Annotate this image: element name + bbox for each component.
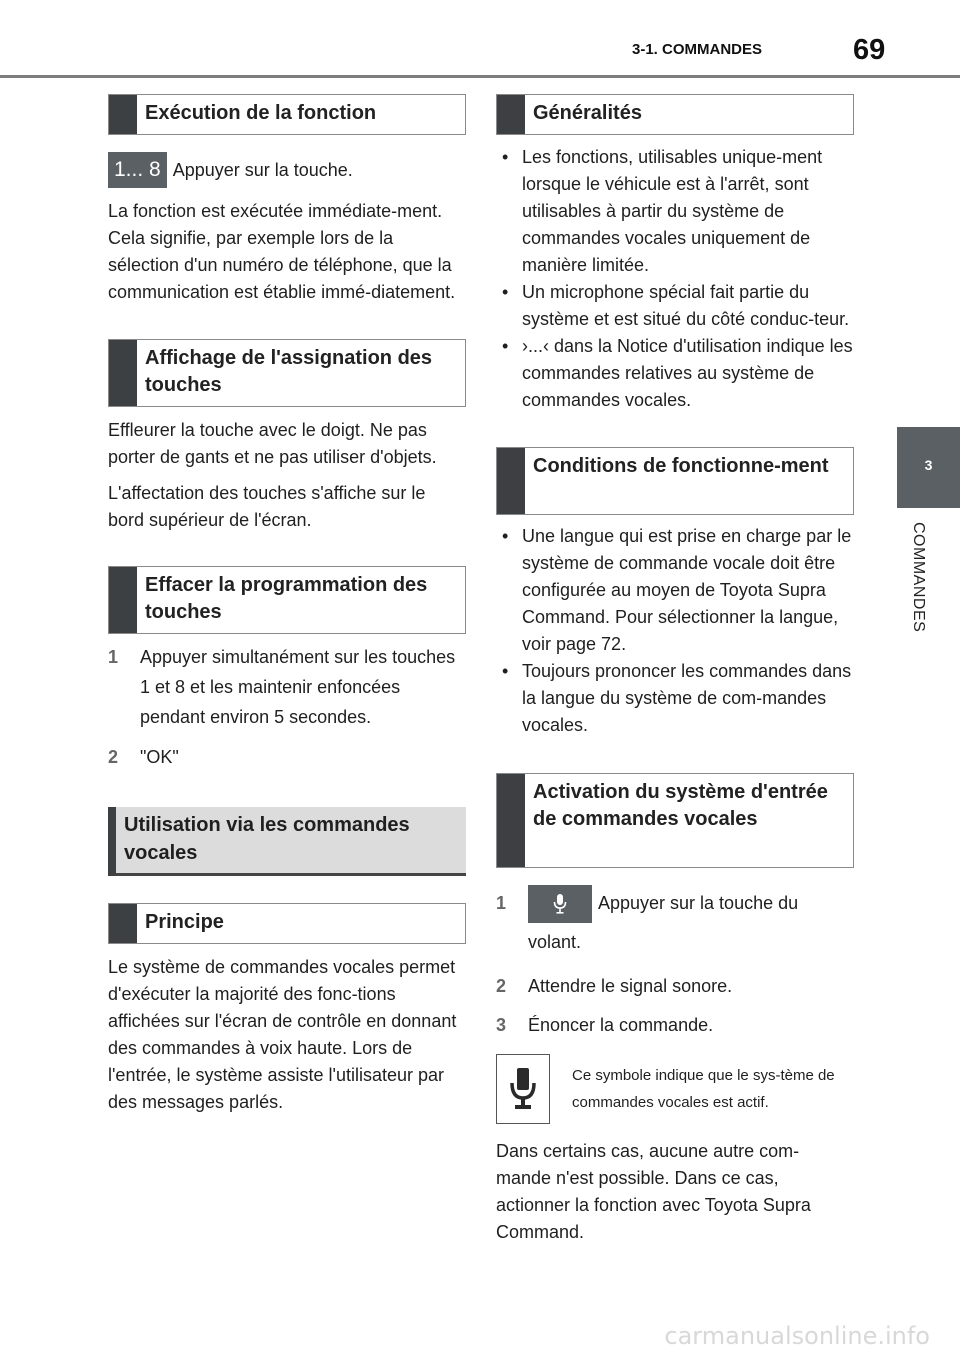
heading-bar [109, 904, 137, 943]
chapter-tab-number: 3 [924, 457, 933, 473]
microphone-icon [510, 1067, 536, 1111]
paragraph-end: Dans certains cas, aucune autre com-mande n'est possible. Dans ce cas, actionner la fonction avec Toyota Supra Command. [496, 1141, 811, 1243]
key-1-8-icon: 1... 8 [108, 152, 167, 188]
step-number: 2 [108, 747, 119, 767]
heading-bar [109, 567, 137, 633]
watermark: carmanualsonline.info [664, 1322, 930, 1350]
running-header-title: 3-1. COMMANDES [632, 41, 763, 58]
left-column [108, 94, 466, 1116]
steering-voice-button-icon [528, 885, 592, 923]
list-item: • Toujours prononcer les commandes dans la langue du système de com-mandes vocales. [496, 658, 854, 739]
step-item [496, 1010, 854, 1040]
heading-box-activation [496, 773, 854, 868]
heading-bar [497, 774, 525, 867]
heading-box-assignment [108, 339, 466, 407]
step-item [108, 642, 466, 732]
key-instruction-text: Appuyer sur la touche. [172, 159, 353, 180]
list-item: • Une langue qui est prise en charge par le système de commande vocale doit être configurée au moyen de Toyota Supra Command. Pour sélectionner la langue, voir page 72. [496, 523, 854, 658]
activation-steps [496, 884, 854, 1040]
heading-bar [109, 340, 137, 406]
list-item: • Les fonctions, utilisables unique-ment lorsque le véhicule est à l'arrêt, sont utilisables à partir du système de commandes vocales uniquement de manière limitée. [496, 144, 854, 279]
heading-bar [497, 448, 525, 514]
heading-title: Effacer la programmation des touches [145, 574, 428, 623]
list-item: • Un microphone spécial fait partie du système et est situé du côté conduc-teur. [496, 279, 854, 333]
step-text: Appuyer sur la touche du volant. [528, 893, 799, 953]
heading-title: Activation du système d'entrée de commandes vocales [533, 781, 828, 830]
paragraph-assignment-display: L'affectation des touches s'affiche sur le bord supérieur de l'écran. [108, 483, 426, 530]
erase-steps [108, 642, 466, 772]
paragraph-touch: Effleurer la touche avec le doigt. Ne pas porter de gants et ne pas utiliser d'objets. [108, 420, 437, 467]
header-rule [0, 75, 960, 78]
heading-box-conditions [496, 447, 854, 515]
page-number: 69 [853, 34, 886, 66]
step-text: "OK" [140, 747, 179, 767]
paragraph-principle: Le système de commandes vocales permet d'exécuter la majorité des fonc-tions affichées sur l'écran de contrôle en donnant des commandes à voix haute. Lors de l'entrée, le système assiste l'utilisateur par des messages parlés. [108, 957, 457, 1112]
conditions-bullets [496, 523, 854, 739]
step-number: 1 [108, 647, 119, 667]
list-item: • ›...‹ dans la Notice d'utilisation indique les commandes relatives au système de commandes vocales. [496, 333, 854, 414]
voice-active-symbol [496, 1054, 550, 1124]
step-text: Appuyer simultanément sur les touches 1 et 8 et les maintenir enfoncées pendant environ 5 secondes. [140, 647, 456, 727]
step-number: 3 [496, 1015, 507, 1036]
heading-bar [497, 95, 525, 134]
heading-bar [109, 95, 137, 134]
heading-box-execution [108, 94, 466, 135]
heading-box-erase [108, 566, 466, 634]
key-instruction [108, 152, 466, 188]
heading-title: Exécution de la fonction [145, 102, 377, 124]
step-text: Attendre le signal sonore. [528, 976, 733, 997]
note-voice-active [496, 1054, 854, 1124]
chapter-tab[interactable] [897, 427, 960, 508]
step-content [528, 884, 854, 961]
step-text: Énoncer la commande. [528, 1015, 714, 1036]
general-bullets [496, 144, 854, 414]
heading-title: Principe [145, 911, 224, 933]
step-number: 2 [496, 976, 507, 997]
heading-box-general [496, 94, 854, 135]
right-column [496, 94, 854, 1246]
heading-title: Généralités [533, 102, 642, 124]
paragraph-execution: La fonction est exécutée immédiate-ment. Cela signifie, par exemple lors de la sélection d'un numéro de téléphone, que la communication est établie immé-diatement. [108, 201, 456, 302]
microphone-icon [553, 893, 567, 915]
heading-title: Conditions de fonctionne-ment [533, 455, 829, 477]
step-number: 1 [496, 893, 507, 913]
chapter-tab-label: COMMANDES [910, 522, 927, 633]
section-title-voice: Utilisation via les commandes vocales [108, 807, 466, 876]
step-item [496, 971, 854, 1001]
step-item [108, 742, 466, 772]
note-text: Ce symbole indique que le sys-tème de commandes vocales est actif. [572, 1067, 835, 1112]
step-item [496, 884, 854, 961]
heading-title: Affichage de l'assignation des touches [145, 347, 433, 396]
heading-box-principle [108, 903, 466, 944]
